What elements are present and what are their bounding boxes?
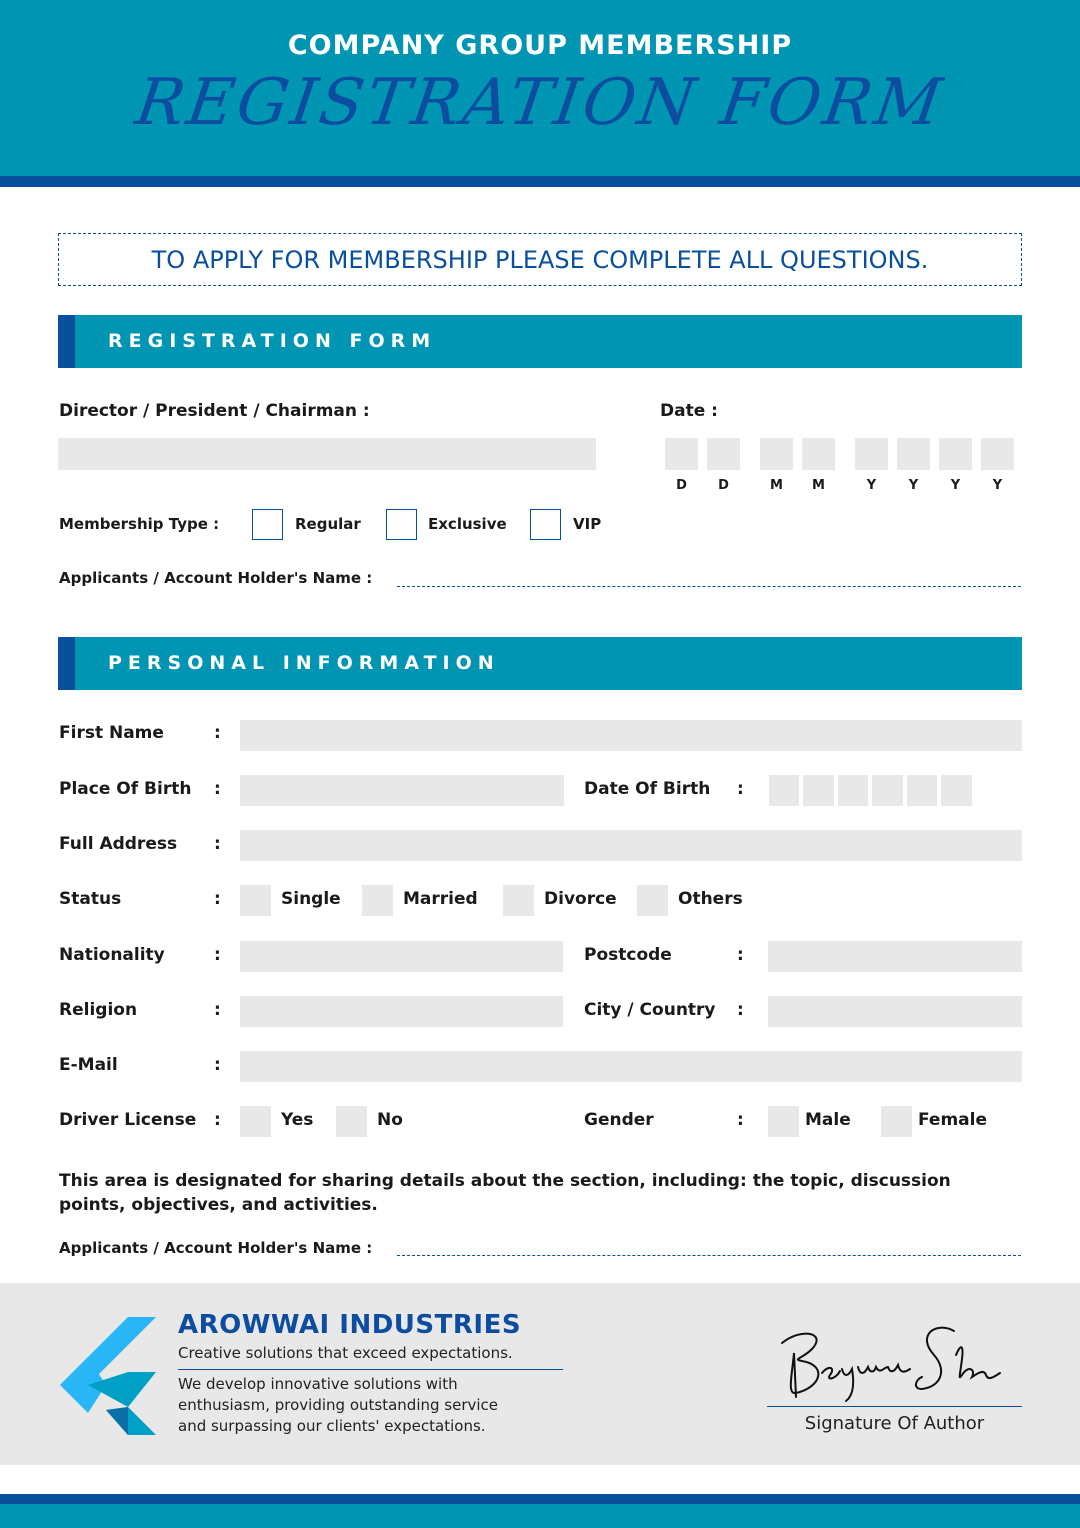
gender-female-label: Female bbox=[918, 1110, 987, 1130]
personal-section-bar bbox=[58, 637, 1022, 690]
company-logo-icon bbox=[58, 1315, 158, 1437]
applicant-name-label-2: Applicants / Account Holder's Name : bbox=[59, 1239, 373, 1257]
date-letter: D bbox=[718, 478, 729, 493]
colon: : bbox=[737, 1000, 744, 1020]
header-title: REGISTRATION FORM bbox=[131, 66, 949, 140]
section-accent bbox=[58, 315, 75, 368]
colon: : bbox=[737, 945, 744, 965]
date-letter: D bbox=[676, 478, 687, 493]
full-address-input[interactable] bbox=[240, 830, 1022, 861]
postcode-input[interactable] bbox=[768, 941, 1022, 972]
status-divorce-checkbox[interactable] bbox=[503, 885, 534, 916]
date-box-y2[interactable] bbox=[897, 438, 930, 470]
applicant-name-line[interactable] bbox=[397, 586, 1021, 587]
director-input[interactable] bbox=[58, 438, 596, 470]
colon: : bbox=[214, 889, 221, 909]
company-description-line: We develop innovative solutions with bbox=[178, 1375, 458, 1393]
full-address-label: Full Address bbox=[59, 834, 178, 854]
email-input[interactable] bbox=[240, 1051, 1022, 1082]
status-others-checkbox[interactable] bbox=[637, 885, 668, 916]
membership-exclusive-label: Exclusive bbox=[428, 515, 507, 533]
nationality-label: Nationality bbox=[59, 945, 165, 965]
place-of-birth-input[interactable] bbox=[240, 775, 564, 806]
colon: : bbox=[214, 1110, 221, 1130]
gender-male-checkbox[interactable] bbox=[768, 1106, 799, 1137]
bottom-stripe bbox=[0, 1494, 1080, 1504]
gender-label: Gender bbox=[584, 1110, 654, 1130]
director-label: Director / President / Chairman : bbox=[59, 401, 370, 421]
status-single-checkbox[interactable] bbox=[240, 885, 271, 916]
signature-label: Signature Of Author bbox=[804, 1413, 985, 1434]
first-name-label: First Name bbox=[59, 723, 164, 743]
bottom-bar bbox=[0, 1504, 1080, 1528]
date-label: Date : bbox=[660, 401, 718, 421]
registration-section-bar bbox=[58, 315, 1022, 368]
driver-yes-label: Yes bbox=[281, 1110, 314, 1130]
date-of-birth-label: Date Of Birth bbox=[584, 779, 711, 799]
date-letter: Y bbox=[908, 478, 919, 493]
membership-type-label: Membership Type : bbox=[59, 515, 220, 533]
section-note: This area is designated for sharing details about the section, including: the topic, discussion points, objectives, and activities. bbox=[59, 1171, 951, 1215]
colon: : bbox=[214, 1000, 221, 1020]
date-box-m1[interactable] bbox=[760, 438, 793, 470]
company-description-line: enthusiasm, providing outstanding service bbox=[178, 1396, 499, 1414]
date-letter: Y bbox=[950, 478, 961, 493]
driver-no-checkbox[interactable] bbox=[336, 1106, 367, 1137]
personal-section-title: PERSONAL INFORMATION bbox=[108, 652, 500, 674]
city-country-input[interactable] bbox=[768, 996, 1022, 1027]
email-label: E-Mail bbox=[59, 1055, 118, 1075]
membership-vip-checkbox[interactable] bbox=[530, 509, 561, 540]
date-box-y4[interactable] bbox=[981, 438, 1014, 470]
date-box-d1[interactable] bbox=[665, 438, 698, 470]
company-tagline: Creative solutions that exceed expectations. bbox=[178, 1344, 513, 1362]
date-letter: M bbox=[812, 478, 825, 493]
date-letter: Y bbox=[992, 478, 1003, 493]
date-box-d2[interactable] bbox=[707, 438, 740, 470]
registration-section-title: REGISTRATION FORM bbox=[108, 330, 437, 352]
applicant-name-label: Applicants / Account Holder's Name : bbox=[59, 569, 373, 587]
nationality-input[interactable] bbox=[240, 941, 563, 972]
signature-line bbox=[767, 1406, 1022, 1407]
status-single-label: Single bbox=[281, 889, 341, 909]
driver-yes-checkbox[interactable] bbox=[240, 1106, 271, 1137]
dob-box-5[interactable] bbox=[907, 775, 937, 806]
postcode-label: Postcode bbox=[584, 945, 672, 965]
gender-female-checkbox[interactable] bbox=[881, 1106, 912, 1137]
dob-box-6[interactable] bbox=[941, 775, 972, 806]
membership-regular-checkbox[interactable] bbox=[252, 509, 283, 540]
religion-label: Religion bbox=[59, 1000, 138, 1020]
status-married-label: Married bbox=[403, 889, 478, 909]
colon: : bbox=[737, 779, 744, 799]
applicant-name-line-2[interactable] bbox=[397, 1255, 1021, 1256]
dob-box-4[interactable] bbox=[872, 775, 903, 806]
dob-box-3[interactable] bbox=[838, 775, 868, 806]
status-divorce-label: Divorce bbox=[544, 889, 617, 909]
colon: : bbox=[214, 1055, 221, 1075]
date-letter: M bbox=[770, 478, 783, 493]
religion-input[interactable] bbox=[240, 996, 563, 1027]
status-label: Status bbox=[59, 889, 122, 909]
first-name-input[interactable] bbox=[240, 720, 1022, 751]
colon: : bbox=[214, 834, 221, 854]
membership-exclusive-checkbox[interactable] bbox=[386, 509, 417, 540]
status-married-checkbox[interactable] bbox=[362, 885, 393, 916]
membership-regular-label: Regular bbox=[295, 515, 361, 533]
header-subtitle: COMPANY GROUP MEMBERSHIP bbox=[287, 30, 793, 61]
driver-no-label: No bbox=[377, 1110, 403, 1130]
author-signature bbox=[772, 1315, 1012, 1405]
section-accent bbox=[58, 637, 75, 690]
header-stripe bbox=[0, 176, 1080, 187]
status-others-label: Others bbox=[678, 889, 743, 909]
place-of-birth-label: Place Of Birth bbox=[59, 779, 192, 799]
dob-box-2[interactable] bbox=[803, 775, 834, 806]
company-name: AROWWAI INDUSTRIES bbox=[178, 1310, 522, 1340]
date-box-y3[interactable] bbox=[939, 438, 972, 470]
gender-male-label: Male bbox=[805, 1110, 851, 1130]
dob-box-1[interactable] bbox=[769, 775, 799, 806]
notice-box: TO APPLY FOR MEMBERSHIP PLEASE COMPLETE ALL QUESTIONS. bbox=[58, 233, 1022, 286]
membership-vip-label: VIP bbox=[573, 515, 602, 533]
company-description-line: and surpassing our clients' expectations. bbox=[178, 1417, 486, 1435]
city-country-label: City / Country bbox=[584, 1000, 716, 1020]
company-divider bbox=[178, 1369, 563, 1370]
driver-license-label: Driver License bbox=[59, 1110, 197, 1130]
colon: : bbox=[214, 945, 221, 965]
colon: : bbox=[737, 1110, 744, 1130]
colon: : bbox=[214, 723, 221, 743]
date-box-m2[interactable] bbox=[802, 438, 835, 470]
colon: : bbox=[214, 779, 221, 799]
date-box-y1[interactable] bbox=[855, 438, 888, 470]
date-letter: Y bbox=[866, 478, 877, 493]
